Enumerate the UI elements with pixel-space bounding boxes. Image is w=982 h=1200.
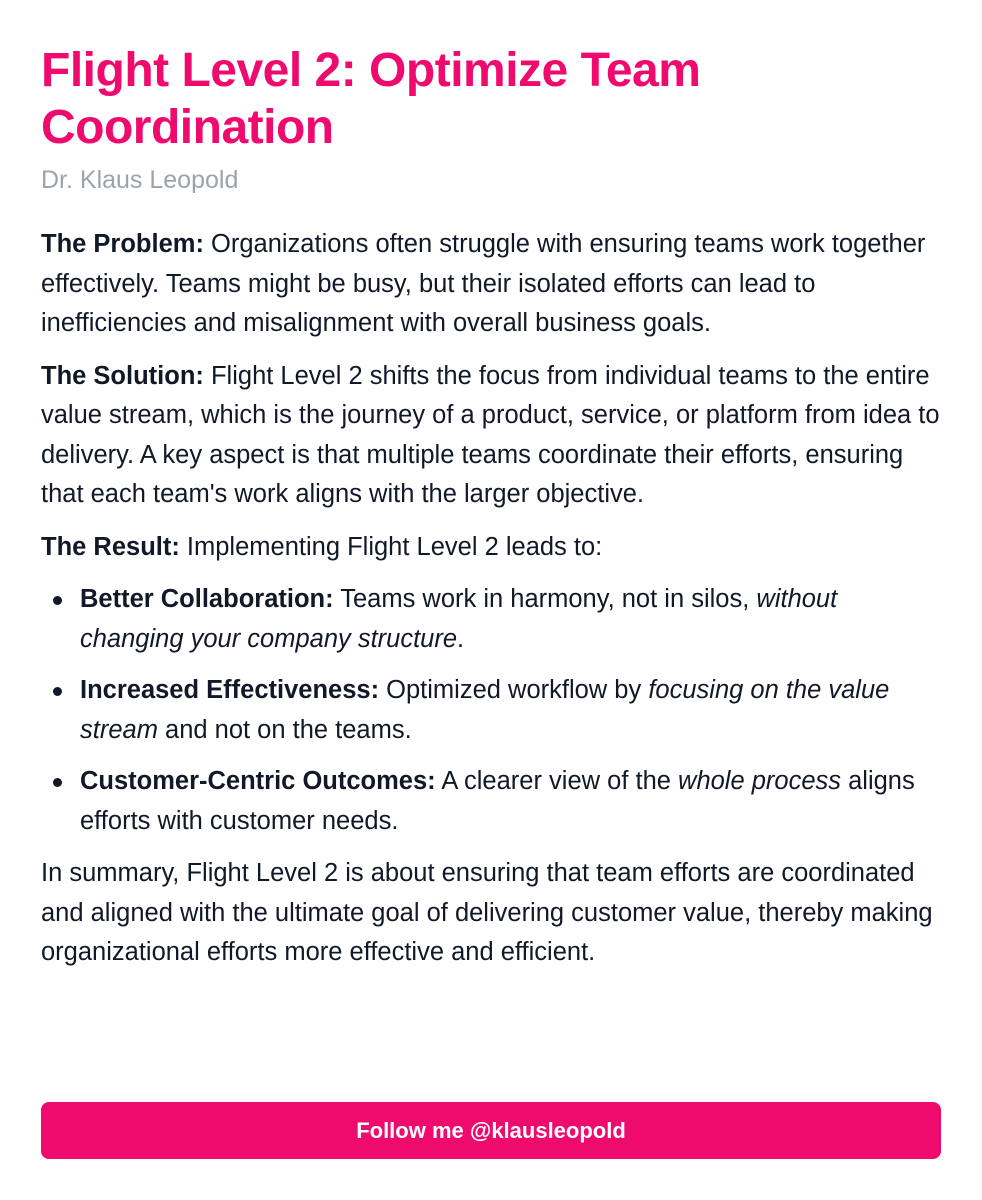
result-label: The Result: — [41, 532, 180, 561]
post-body — [41, 225, 941, 973]
solution-text: Flight Level 2 shifts the focus from individual teams to the entire value stream, which is the journey of a product, service, or platform from idea to delivery. A key aspect is that multiple teams coordinate their efforts, ensuring that each team's work aligns with the larger objective. — [41, 361, 940, 508]
result-text: Implementing Flight Level 2 leads to: — [179, 532, 603, 561]
problem-text: Organizations often struggle with ensuring teams work together effectively. Teams might be busy, but their isolated efforts can lead to inefficiencies and misalignment with overall business goals. — [41, 230, 926, 337]
summary-paragraph: In summary, Flight Level 2 is about ensuring that team efforts are coordinated and aligned with the ultimate goal of delivering customer value, thereby making organizational efforts more effective and efficient. — [41, 859, 933, 966]
author-name: Dr. Klaus Leopold — [41, 166, 239, 194]
list-item — [41, 762, 941, 841]
list-item-label: Better Collaboration: — [80, 585, 334, 613]
list-item-emphasis: focusing on the value stream — [80, 676, 890, 744]
solution-paragraph — [41, 357, 941, 515]
list-item-text: Teams work in harmony, not in silos, — [333, 585, 757, 613]
list-item-text: Optimized workflow by — [379, 676, 649, 704]
solution-label: The Solution: — [41, 361, 204, 390]
problem-paragraph — [41, 225, 941, 344]
list-item-text: A clearer view of the — [435, 767, 679, 795]
list-item — [41, 580, 941, 659]
list-item-text-end: . — [457, 624, 465, 653]
list-item — [41, 671, 941, 750]
list-item-emphasis: without changing your company structure — [80, 585, 838, 653]
result-paragraph — [41, 528, 941, 568]
list-item-label: Increased Effectiveness: — [80, 676, 380, 704]
result-list — [41, 580, 941, 841]
list-item-text-end: and not on the teams. — [157, 715, 412, 744]
follow-button[interactable]: Follow me @klausleopold — [41, 1102, 941, 1159]
page-title: Flight Level 2: Optimize Team Coordination — [41, 44, 701, 154]
list-item-label: Customer-Centric Outcomes: — [80, 767, 436, 795]
list-item-emphasis: whole process — [678, 767, 842, 795]
problem-label: The Problem: — [41, 230, 204, 258]
list-item-text-end: aligns efforts with customer needs. — [80, 767, 915, 835]
